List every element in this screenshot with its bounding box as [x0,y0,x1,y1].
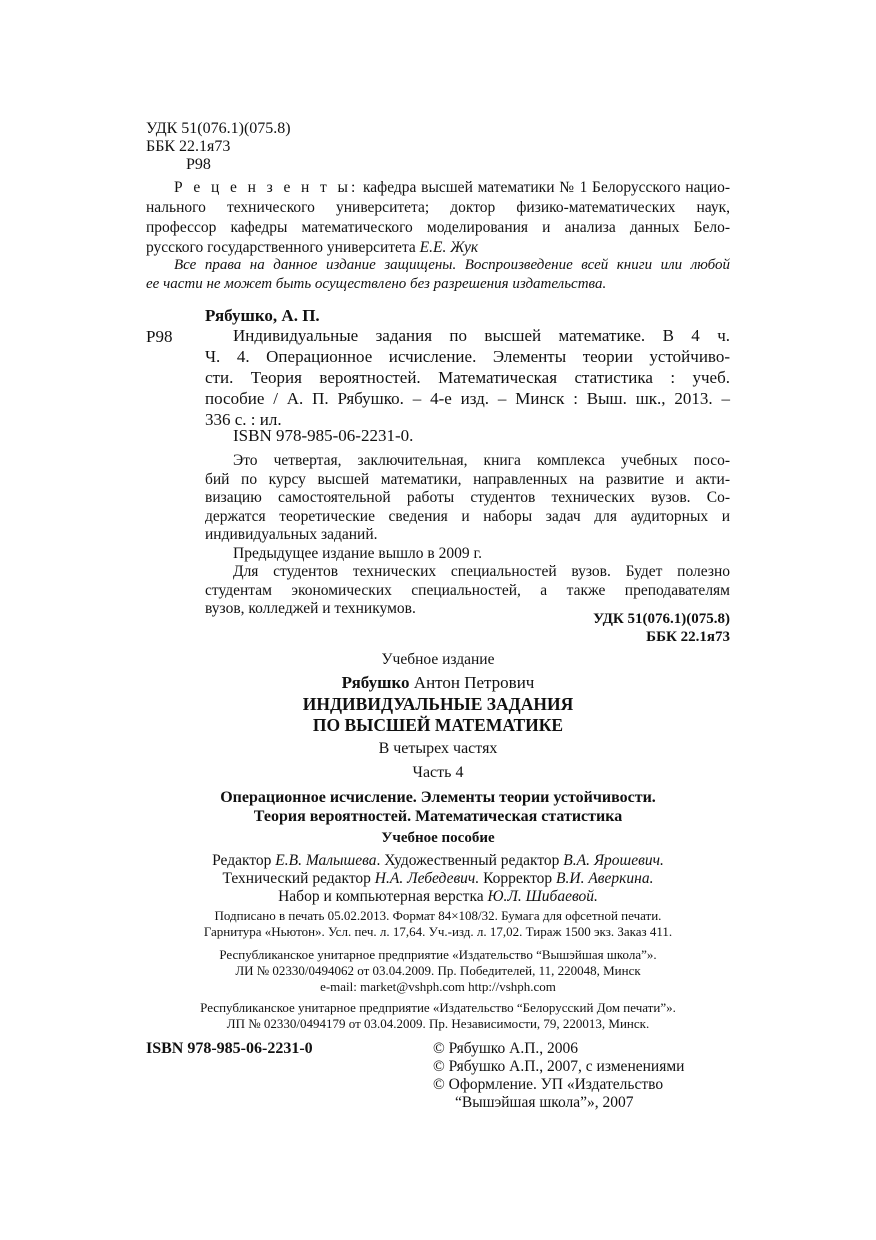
editor-name: Е.В. Малышева [275,852,377,869]
printer-line: Республиканское унитарное предприятие «Издательство “Белорусский Дом печати”». [200,1000,676,1015]
subtitle-line: Операционное исчисление. Элементы теории устойчивости. [220,789,656,806]
audience-line: Для студентов технических специальностей вузов. Будет полезно [233,563,730,580]
previous-edition: Предыдущее издание вышло в 2009 г. [233,544,482,562]
editors-block [0,852,876,906]
isbn: ISBN 978-985-06-2231-0 [146,1040,313,1057]
card-annotation [205,452,730,619]
tech-editor-name: Н.А. Лебедевич. [374,870,480,887]
reviewers-line: нального технического университета; доктор физико-математических наук, [146,199,730,216]
annotation-line: визацию самостоятельной работы студентов технических вузов. Со- [205,489,730,506]
audience-line: вузов, колледжей и техникумов. [205,600,416,617]
editors-line: Технический редактор Н.А. Лебедевич. Корректор В.И. Аверкина. [222,870,654,887]
audience-line: студентам экономических специальностей, а также преподавателям [205,581,730,599]
book-title [0,694,876,736]
reviewer-name: Е.Е. Жук [419,239,479,256]
print-info [0,908,876,940]
copyright-line: “Вышэйшая школа”», 2007 [455,1094,634,1111]
card-line: Индивидуальные задания по высшей математике. В 4 ч. [233,326,730,345]
art-editor-name: В.А. Ярошевич. [563,852,664,869]
copyright-line: © Рябушко А.П., 2007, с изменениями [433,1058,685,1075]
copyright-line: © Оформление. УП «Издательство [433,1076,664,1093]
editors-line: Набор и компьютерная верстка Ю.Л. Шибаевой. [278,888,598,905]
card-author-mark: Р98 [146,327,173,346]
author-given-names: Антон Петрович [409,673,535,692]
card-line: Ч. 4. Операционное исчисление. Элементы теории устойчиво- [205,347,730,366]
rights-notice [146,256,730,294]
reviewers-block [146,178,730,258]
proofreader-name: В.И. Аверкина. [556,870,654,887]
annotation-line: держатся теоретические сведения и наборы задач для аудиторных и [205,507,730,525]
publisher-line: ЛИ № 02330/0494062 от 03.04.2009. Пр. Победителей, 11, 220048, Минск [235,963,641,978]
author-surname: Рябушко [341,673,410,692]
card-line: пособие / А. П. Рябушко. – 4-е изд. – Минск : Выш. шк., 2013. – [205,389,730,408]
title-line: ПО ВЫСШЕЙ МАТЕМАТИКЕ [312,715,564,735]
publisher-info [0,947,876,995]
reviewers-line: русского государственного университета Е.Е. Жук [146,239,479,256]
print-info-line: Гарнитура «Ньютон». Усл. печ. л. 17,64. Уч.-изд. л. 17,02. Тираж 1500 экз. Заказ 411. [203,924,673,939]
publisher-line: Республиканское унитарное предприятие «Издательство “Вышэйшая школа”». [219,947,657,962]
reviewers-line: профессор кафедры математического моделирования и анализа данных Бело- [146,219,730,236]
copyright-block [433,1040,684,1112]
edition-type: Учебное издание [381,651,495,668]
printer-info [0,1000,876,1032]
typesetter-name: Ю.Л. Шибаевой. [487,888,598,905]
reviewers-line: Р е ц е н з е н т ы: кафедра высшей математики № 1 Белорусского нацио- [174,179,730,196]
card-udk: УДК 51(076.1)(075.8) [593,611,730,627]
book-type: Учебное пособие [381,830,495,846]
card-isbn: ISBN 978-985-06-2231-0. [233,426,414,445]
reviewers-label: Р е ц е н з е н т ы: [174,179,359,196]
title-line: ИНДИВИДУАЛЬНЫЕ ЗАДАНИЯ [302,694,574,714]
annotation-line: индивидуальных заданий. [205,526,378,543]
publisher-contacts: e-mail: market@vshph.com http://vshph.com [320,979,556,994]
print-info-line: Подписано в печать 05.02.2013. Формат 84×108/32. Бумага для офсетной печати. [214,908,662,923]
card-line: сти. Теория вероятностей. Математическая статистика : учеб. [205,368,730,387]
book-subtitle [0,788,876,826]
annotation-line: бий по курсу высшей математики, направленных на развитие и акти- [205,470,730,488]
bbk-code: ББК 22.1я73 [146,138,231,155]
subtitle-line: Теория вероятностей. Математическая статистика [253,808,623,825]
annotation-line: Это четвертая, заключительная, книга комплекса учебных посо- [233,452,730,469]
copyright-line: © Рябушко А.П., 2006 [433,1040,579,1057]
card-line: 336 с. : ил. [205,410,282,429]
part-number: Часть 4 [412,764,464,781]
rights-line: Все права на данное издание защищены. Воспроизведение всей книги или любой [174,257,730,273]
author-full-name [0,673,876,693]
card-classification [593,610,730,646]
printer-line: ЛП № 02330/0494179 от 03.04.2009. Пр. Независимости, 79, 220013, Минск. [226,1016,650,1031]
udk-code: УДК 51(076.1)(075.8) [146,120,291,137]
card-author: Рябушко, А. П. [205,306,320,325]
card-description [205,325,730,430]
rights-line: ее части не может быть осуществлено без разрешения издательства. [146,276,607,292]
author-mark: Р98 [186,156,211,173]
card-bbk: ББК 22.1я73 [646,629,730,645]
classification-block [146,120,291,174]
parts-count: В четырех частях [378,740,498,757]
editors-line: Редактор Е.В. Малышева. Художественный редактор В.А. Ярошевич. [212,852,664,869]
